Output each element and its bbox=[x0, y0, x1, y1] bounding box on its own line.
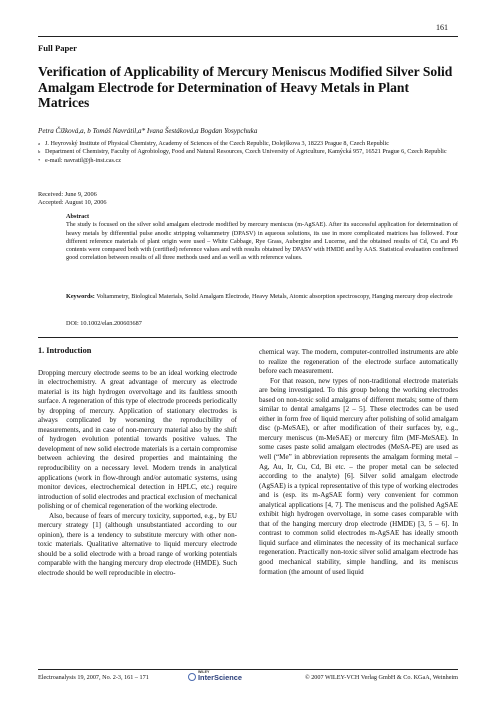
body-paragraph: For that reason, new types of non-traditional electrode materials are being investigated. To this group belong the working electrodes based on non-toxic solid amalgams of different metals; some of them similar to dental amalgams [2 – 5]. These electrodes can be used either in form free of liquid mercury after polishing of solid amalgam disc (p-MeSAE), or after modification of their surfaces by, e.g., mercury meniscus (m-MeSAE) or mercury film (MF-MeSAE). In some cases paste solid amalgam electrodes (MeSA-PE) are used as well (“Me” in abbreviation represents the amalgam forming metal – Ag, Au, Ir, Cu, Cd, Bi etc. – the proper metal can be selected according to the analyte) [6]. Silver solid amalgam electrode (AgSAE) is a typical representative of this type of working electrodes and is (esp. its m-AgSAE form) very convenient for common analytical applications [4, 7]. The meniscus and the polished AgSAE exhibit high hydrogen overvoltage, in some cases comparable with that of the hanging mercury drop electrode (HMDE) [3, 5 – 6]. In contrast to common solid electrodes m-AgSAE has ideally smooth liquid surface and eliminates the necessity of its mechanical surface regeneration. Practically non-toxic silver solid amalgam electrode has good mechanical stability, simple handling, and its meniscus formation (the amount of used liquid bbox=[259, 376, 458, 576]
logo-small-text: WILEY bbox=[198, 670, 210, 674]
keywords-text: Voltammetry, Biological Materials, Solid Amalgam Electrode, Heavy Metals, Atomic absorption spectroscopy, Hanging mercury drop electrode bbox=[96, 293, 453, 300]
affiliation-mark: * bbox=[38, 157, 41, 163]
body-paragraph: chemical way. The modern, computer-controlled instruments are able to realize the regeneration of the electrode surface automatically before each measurement. bbox=[259, 348, 458, 376]
received-date: Received: June 9, 2006 bbox=[38, 191, 97, 198]
doi[interactable]: DOI: 10.1002/elan.200603687 bbox=[66, 320, 142, 327]
journal-citation: Electroanalysis 19, 2007, No. 2-3, 161 – 171 bbox=[38, 674, 149, 681]
affiliation-text: J. Heyrovský Institute of Physical Chemistry, Academy of Sciences of the Czech Republic, Dolejškova 3, 18223 Prague 8, Czech Republic bbox=[45, 140, 389, 147]
body-paragraph: Dropping mercury electrode seems to be an ideal working electrode in electrochemistry. A great advantage of mercury as electrode material is its high hydrogen overvoltage and its faultless smooth surface. A regeneration of this type of electrode proceeds periodically by dropping of mercury. Application of stationary electrodes is always complicated by worsening the reproducibility of measurements, and in case of non-mercury material also by the shift of hydrogen evolution potential towards positive values. The development of new solid electrode materials is a certain compromise between achieving the desired properties and maintaining the reproducibility on a necessary level. Modern trends in analytical applications (work in flow-through and/or automatic systems, using monitor devices, electrochemical detection in HPLC, etc.) require introduction of solid electrodes and practical exclusion of mechanical polishing or of chemical regeneration of the working electrode. bbox=[38, 368, 237, 511]
header-rule bbox=[38, 36, 458, 37]
body-paragraph: Also, because of fears of mercury toxicity, supported, e.g., by EU mercury strategy [1] (although unsubstantiated according to our opinion), there is a tendency to substitute mercury with other non-toxic materials. Qualitative alternative to liquid mercury electrode should be a solid electrode with a broad range of working potentials comparable with the hanging mercury drop electrode (HMDE). Such electrode should be well reproducible in electro- bbox=[38, 511, 237, 578]
affiliation-mark: b bbox=[38, 149, 41, 155]
affiliation-mark: a bbox=[38, 141, 41, 146]
copyright: © 2007 WILEY-VCH Verlag GmbH & Co. KGaA, Weinheim bbox=[304, 674, 458, 681]
body-column-left bbox=[38, 346, 237, 579]
corresponding-email bbox=[38, 157, 458, 165]
abstract bbox=[66, 213, 458, 263]
logo-text: InterScience bbox=[198, 673, 242, 682]
keywords-label: Keywords: bbox=[66, 293, 95, 300]
logo-ring-icon bbox=[188, 673, 196, 681]
affiliation-b bbox=[38, 148, 458, 156]
intro-heading: 1. Introduction bbox=[38, 346, 92, 355]
affiliations bbox=[38, 140, 458, 165]
affiliation-text: Department of Chemistry, Faculty of Agrobiology, Food and Natural Resources, Czech University of Agriculture, Kamýcká 957, 16521 Prague 6, Czech Republic bbox=[45, 148, 447, 156]
section-rule bbox=[38, 337, 458, 338]
body-column-right bbox=[259, 348, 458, 577]
abstract-text: The study is focused on the silver solid amalgam electrode modified by mercury meniscus (m-AgSAE). After its successful application for determination of heavy metals by differential pulse anodic stripping voltammetry (DPASV) in aqueous solutions, its use in more complicated matrices has followed. Four different reference materials of plant origin were used – White Cabbage, Rye Grass, Aubergine and Lucerne, and the obtained results of Cd, Cu and Pb contents were compared both with (certified) reference values and with results obtained by DPASV with HMDE and by AAS. Statistical evaluation confirmed good correlation between results of all three methods used and as well as with reference values. bbox=[66, 221, 458, 262]
affiliation-a bbox=[38, 140, 458, 148]
keywords bbox=[66, 293, 458, 301]
paper-title: Verification of Applicability of Mercury Meniscus Modified Silver Solid Amalgam Electrode for Determination of Heavy Metals in Plant Matrices bbox=[38, 64, 453, 110]
accepted-date: Accepted: August 10, 2006 bbox=[38, 199, 107, 207]
abstract-heading: Abstract bbox=[66, 213, 90, 220]
email-link[interactable]: e-mail: navratil@jh-inst.cas.cz bbox=[45, 156, 121, 164]
article-dates bbox=[38, 191, 107, 208]
page-number: 161 bbox=[436, 23, 448, 32]
section-label: Full Paper bbox=[38, 43, 77, 53]
author-list: Petra Čížková,a, b Tomáš Navrátil,a* Ivana Šestáková,a Bogdan Yosypchuka bbox=[38, 127, 258, 135]
interscience-logo bbox=[188, 670, 250, 688]
